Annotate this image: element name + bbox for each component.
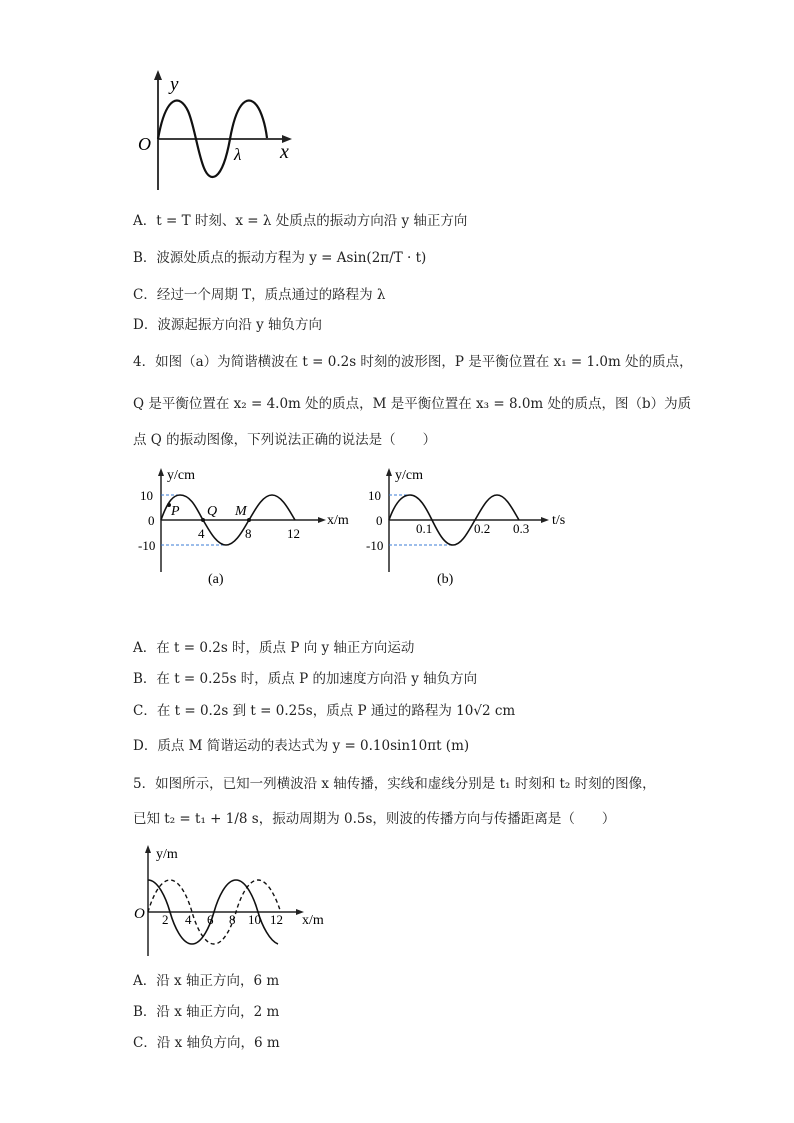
q5-stem-line-2: 已知 t₂ = t₁ + 1/8 s，振动周期为 0.5s，则波的传播方向与传播距离是（ ）: [133, 811, 616, 827]
figure-a-waveform: [140, 462, 360, 592]
fig-a-ytick-neg10: -10: [138, 538, 156, 553]
fig-b-ytick-0: 0: [376, 513, 383, 528]
fig5-xtick-4: 4: [185, 912, 192, 927]
q4-option-d[interactable]: D．质点 M 简谐运动的表达式为 y = 0.10sin10πt (m): [133, 738, 470, 754]
fig-a-ytick-10: 10: [140, 488, 153, 503]
figure-5-waves: [130, 838, 340, 963]
fig1-y-label: y: [170, 74, 179, 95]
q4-stem-line-1: 4．如图（a）为简谐横波在 t = 0.2s 时刻的波形图，P 是平衡位置在 x₁ = 1.0m 处的质点，: [133, 354, 693, 370]
fig1-lambda: λ: [234, 145, 242, 164]
q5-stem-line-1: 5．如图所示，已知一列横波沿 x 轴传播，实线和虚线分别是 t₁ 时刻和 t₂ 时刻的图像，: [133, 776, 656, 792]
fig5-xtick-12: 12: [270, 912, 283, 927]
fig-b-xtick-01: 0.1: [416, 521, 433, 536]
fig5-ylabel: y/m: [156, 847, 178, 862]
fig5-xtick-2: 2: [162, 912, 169, 927]
fig-b-caption: (b): [437, 572, 454, 587]
fig-a-xtick-12: 12: [287, 526, 300, 541]
fig1-origin: O: [138, 134, 151, 154]
fig-b-ytick-10: 10: [368, 488, 381, 503]
fig-a-xlabel: x/m: [327, 513, 349, 528]
fig-a-point-m: M: [235, 504, 247, 519]
q3-option-d[interactable]: D．波源起振方向沿 y 轴负方向: [133, 317, 323, 333]
fig-a-point-p: P: [171, 504, 180, 519]
q3-option-c[interactable]: C．经过一个周期 T，质点通过的路程为 λ: [133, 287, 386, 303]
fig-a-xtick-8: 8: [245, 526, 252, 541]
q4-option-c[interactable]: C．在 t = 0.2s 到 t = 0.25s，质点 P 通过的路程为 10√2 cm: [133, 703, 516, 719]
fig5-xlabel: x/m: [302, 913, 324, 928]
fig-a-point-q: Q: [207, 504, 218, 519]
fig-b-ytick-neg10: -10: [366, 538, 384, 553]
figure-b-vibration: [365, 462, 585, 592]
fig-a-caption: (a): [208, 572, 224, 587]
q4-option-a[interactable]: A．在 t = 0.2s 时，质点 P 向 y 轴正方向运动: [133, 640, 415, 656]
figure-wave-1: [130, 68, 300, 193]
q4-option-b[interactable]: B．在 t = 0.25s 时，质点 P 的加速度方向沿 y 轴负方向: [133, 671, 478, 687]
q5-option-a[interactable]: A．沿 x 轴正方向，6 m: [133, 973, 280, 989]
fig5-origin: O: [134, 906, 145, 922]
q3-option-a[interactable]: A．t = T 时刻、x = λ 处质点的振动方向沿 y 轴正方向: [133, 213, 468, 229]
q3-option-b[interactable]: B．波源处质点的振动方程为 y = Asin(2π/T · t): [133, 250, 427, 266]
fig-b-xtick-02: 0.2: [474, 521, 491, 536]
q5-option-c[interactable]: C．沿 x 轴负方向，6 m: [133, 1035, 280, 1051]
fig5-xtick-10: 10: [248, 912, 261, 927]
fig-b-xtick-03: 0.3: [513, 521, 530, 536]
fig-b-xlabel: t/s: [552, 513, 566, 528]
fig-a-xtick-4: 4: [198, 526, 205, 541]
q5-option-b[interactable]: B．沿 x 轴正方向，2 m: [133, 1004, 280, 1020]
fig-a-ytick-0: 0: [148, 513, 155, 528]
fig5-xtick-6: 6: [207, 912, 214, 927]
fig1-x-label: x: [280, 141, 289, 163]
q4-stem-line-3: 点 Q 的振动图像，下列说法正确的说法是（ ）: [133, 432, 437, 448]
fig-a-ylabel: y/cm: [167, 468, 195, 483]
fig-b-ylabel: y/cm: [395, 468, 423, 483]
q4-stem-line-2: Q 是平衡位置在 x₂ = 4.0m 处的质点，M 是平衡位置在 x₃ = 8.0m 处的质点，图（b）为质: [133, 396, 692, 412]
fig5-xtick-8: 8: [229, 912, 236, 927]
